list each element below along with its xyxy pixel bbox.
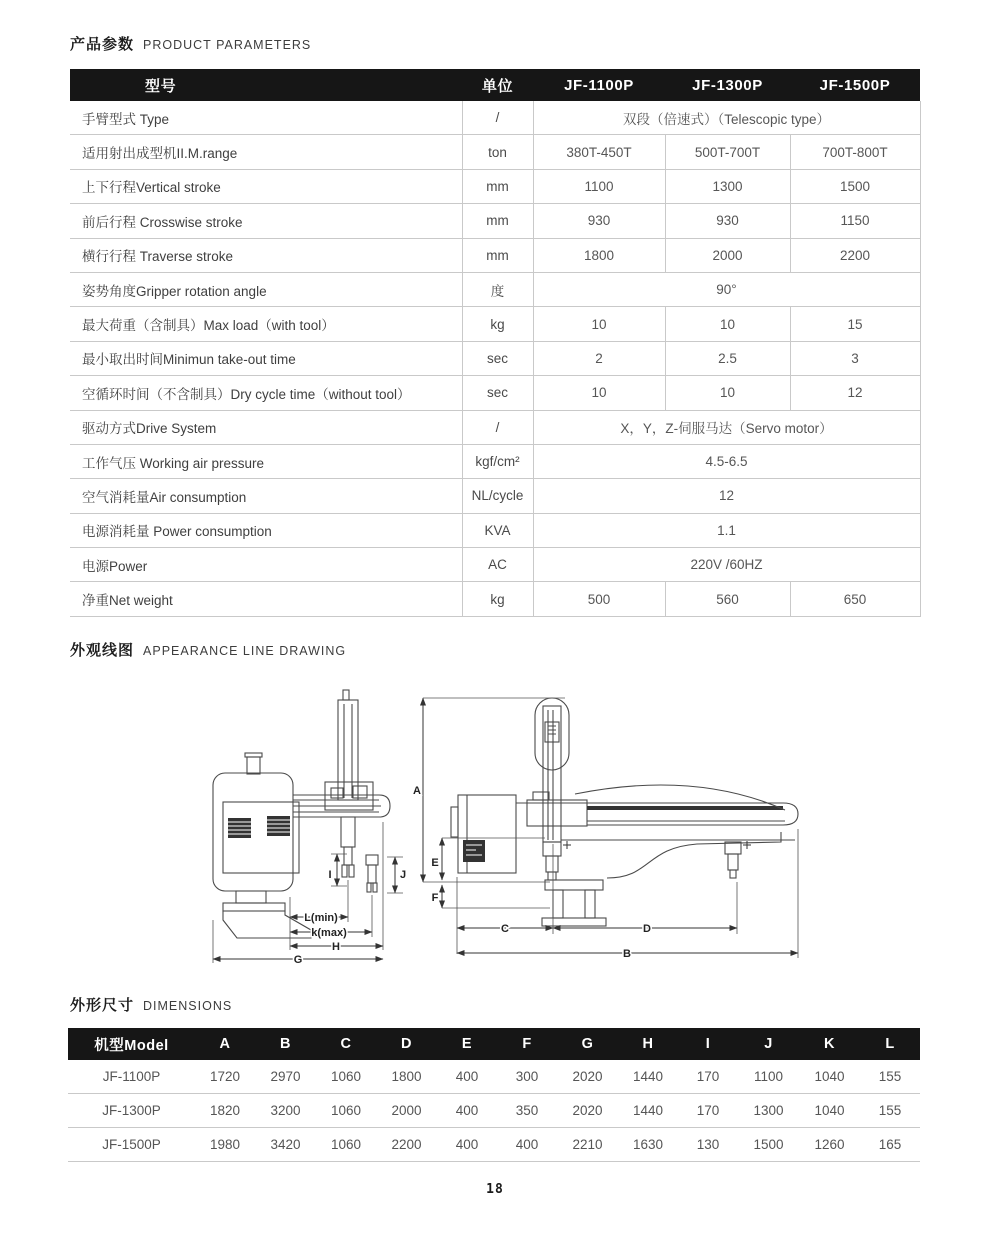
spec-value: 1150 [790,204,920,238]
spec-header-jf1500p: JF-1500P [790,69,920,101]
spec-row-drive-system [70,410,920,444]
spec-value: 930 [665,204,790,238]
spec-unit: / [462,410,533,444]
spec-label: 上下行程Vertical stroke [70,169,462,203]
spec-unit: kgf/cm² [462,444,533,478]
dims-value: 400 [437,1128,497,1162]
spec-value: 1100 [533,169,665,203]
dims-value: 2970 [255,1060,316,1094]
dims-header-g: G [557,1028,618,1060]
dim-label-D: D [643,923,651,935]
dims-value: 1820 [195,1094,255,1128]
spec-value-span: 双段（倍速式）（Telescopic type） [533,101,920,135]
dims-value: 1260 [799,1128,860,1162]
dims-value: 155 [860,1094,920,1128]
dims-header-model: 机型Model [68,1028,195,1060]
spec-unit: ton [462,135,533,169]
dim-label-E: E [431,857,439,869]
spec-value: 380T-450T [533,135,665,169]
dims-value: 3200 [255,1094,316,1128]
dimensions-table [68,1028,920,1162]
spec-unit: mm [462,238,533,272]
dims-model: JF-1100P [68,1060,195,1094]
drawing-title-zh: 外观线图 [70,642,135,659]
spec-value-span: 90° [533,272,920,306]
spec-label: 电源Power [70,548,462,582]
spec-row-power-consumption [70,513,920,547]
spec-unit: KVA [462,513,533,547]
spec-value: 1300 [665,169,790,203]
dim-label-B: B [623,948,631,960]
spec-value-span: 4.5-6.5 [533,444,920,478]
spec-row-dry-cycle [70,376,920,410]
product-parameters-table [70,69,921,617]
spec-value-span: 1.1 [533,513,920,547]
spec-label: 最大荷重（含制具）Max load（with tool） [70,307,462,341]
spec-value: 1800 [533,238,665,272]
spec-row-arm-type [70,101,920,135]
dims-value: 1040 [799,1060,860,1094]
dims-value: 2000 [376,1094,437,1128]
spec-value: 500T-700T [665,135,790,169]
dim-label-C: C [501,923,509,935]
dims-value: 1440 [618,1094,678,1128]
spec-label: 工作气压 Working air pressure [70,444,462,478]
dim-label-H: H [332,941,340,953]
dims-value: 1060 [316,1094,376,1128]
dims-header-d: D [376,1028,437,1060]
dims-header-a: A [195,1028,255,1060]
dims-value: 1040 [799,1094,860,1128]
dims-value: 2020 [557,1094,618,1128]
dims-value: 1630 [618,1128,678,1162]
spec-value-span: 220V /60HZ [533,548,920,582]
spec-row-power [70,548,920,582]
parameters-title-en: PRODUCT PARAMETERS [143,38,312,52]
dims-value: 170 [678,1060,738,1094]
side-view [213,690,406,966]
dims-header-c: C [316,1028,376,1060]
spec-value: 2.5 [665,341,790,375]
spec-header-jf1300p: JF-1300P [665,69,790,101]
dims-value: 2020 [557,1060,618,1094]
spec-label: 姿势角度Gripper rotation angle [70,272,462,306]
spec-label: 驱动方式Drive System [70,410,462,444]
spec-value: 650 [790,582,920,616]
spec-row-air-consumption [70,479,920,513]
dims-table-header [68,1028,920,1060]
spec-label: 空循环时间（不含制具）Dry cycle time（without tool） [70,376,462,410]
dims-value: 1980 [195,1128,255,1162]
dims-value: 155 [860,1060,920,1094]
dims-value: 1500 [738,1128,799,1162]
dims-value: 400 [437,1094,497,1128]
spec-label: 前后行程 Crosswise stroke [70,204,462,238]
spec-unit: 度 [462,272,533,306]
spec-table-header [70,69,920,101]
parameters-title-zh: 产品参数 [70,36,135,53]
dims-value: 1060 [316,1128,376,1162]
dims-value: 400 [437,1060,497,1094]
spec-header-unit: 单位 [462,69,533,101]
dims-value: 165 [860,1128,920,1162]
dims-table-body [68,1060,920,1162]
parameters-section-title [70,33,311,54]
dims-header-h: H [618,1028,678,1060]
spec-label: 适用射出成型机II.M.range [70,135,462,169]
spec-label: 最小取出时间Minimun take-out time [70,341,462,375]
spec-label: 横行行程 Traverse stroke [70,238,462,272]
spec-label: 空气消耗量Air consumption [70,479,462,513]
dims-value: 2210 [557,1128,618,1162]
dim-label-F: F [431,892,439,904]
dims-value: 1800 [376,1060,437,1094]
dims-value: 1720 [195,1060,255,1094]
dims-header-b: B [255,1028,316,1060]
dims-header-row [68,1028,920,1060]
front-view [413,698,798,960]
spec-label: 手臂型式 Type [70,101,462,135]
page-number: 18 [486,1182,504,1197]
dims-row-jf1300p [68,1094,920,1128]
spec-value: 15 [790,307,920,341]
spec-unit: / [462,101,533,135]
spec-header-model: 型号 [70,69,462,101]
dims-model: JF-1300P [68,1094,195,1128]
dims-value: 130 [678,1128,738,1162]
spec-row-takeout-time [70,341,920,375]
spec-value: 12 [790,376,920,410]
dim-label-A: A [413,785,421,797]
spec-value: 10 [533,376,665,410]
dims-value: 1100 [738,1060,799,1094]
dims-header-j: J [738,1028,799,1060]
spec-row-net-weight [70,582,920,616]
spec-row-traverse-stroke [70,238,920,272]
spec-row-rotation-angle [70,272,920,306]
dims-value: 400 [497,1128,557,1162]
dims-value: 300 [497,1060,557,1094]
spec-unit: mm [462,204,533,238]
dims-header-f: F [497,1028,557,1060]
spec-unit: mm [462,169,533,203]
spec-value: 560 [665,582,790,616]
dims-value: 1060 [316,1060,376,1094]
dims-value: 170 [678,1094,738,1128]
spec-value: 930 [533,204,665,238]
dims-header-l: L [860,1028,920,1060]
spec-header-row [70,69,920,101]
dims-header-e: E [437,1028,497,1060]
spec-label: 净重Net weight [70,582,462,616]
appearance-line-drawing [95,682,840,977]
spec-label: 电源消耗量 Power consumption [70,513,462,547]
dims-value: 350 [497,1094,557,1128]
dims-value: 3420 [255,1128,316,1162]
drawing-section-title [70,639,346,660]
dim-label-I: I [328,869,332,881]
spec-value: 1500 [790,169,920,203]
dims-row-jf1500p [68,1128,920,1162]
spec-unit: sec [462,341,533,375]
spec-header-jf1100p: JF-1100P [533,69,665,101]
drawing-title-en: APPEARANCE LINE DRAWING [143,644,347,658]
spec-unit: kg [462,582,533,616]
spec-value: 3 [790,341,920,375]
dimensions-section-title [70,994,232,1015]
spec-value: 2200 [790,238,920,272]
dims-value: 1440 [618,1060,678,1094]
spec-value: 10 [533,307,665,341]
spec-value: 10 [665,307,790,341]
dim-label-G: G [293,954,303,966]
spec-row-vertical-stroke [70,169,920,203]
spec-row-crosswise-stroke [70,204,920,238]
spec-unit: kg [462,307,533,341]
spec-value-span: X，Y，Z-伺服马达（Servo motor） [533,410,920,444]
spec-row-im-range [70,135,920,169]
dims-value: 2200 [376,1128,437,1162]
dims-header-k: K [799,1028,860,1060]
dimensions-title-zh: 外形尺寸 [70,997,135,1014]
robot-line-drawing [95,682,840,977]
spec-row-air-pressure [70,444,920,478]
dims-model: JF-1500P [68,1128,195,1162]
spec-value: 2000 [665,238,790,272]
spec-value: 500 [533,582,665,616]
spec-unit: AC [462,548,533,582]
spec-unit: sec [462,376,533,410]
dim-label-Lmin: L(min) [304,912,338,924]
spec-unit: NL/cycle [462,479,533,513]
spec-value: 700T-800T [790,135,920,169]
dim-label-kmax: k(max) [311,927,347,939]
dims-row-jf1100p [68,1060,920,1094]
dim-label-J: J [399,869,407,881]
dimensions-title-en: DIMENSIONS [143,999,233,1013]
spec-value: 10 [665,376,790,410]
spec-value: 2 [533,341,665,375]
dims-value: 1300 [738,1094,799,1128]
dims-header-i: I [678,1028,738,1060]
spec-row-max-load [70,307,920,341]
spec-table-body [70,101,920,616]
spec-value-span: 12 [533,479,920,513]
